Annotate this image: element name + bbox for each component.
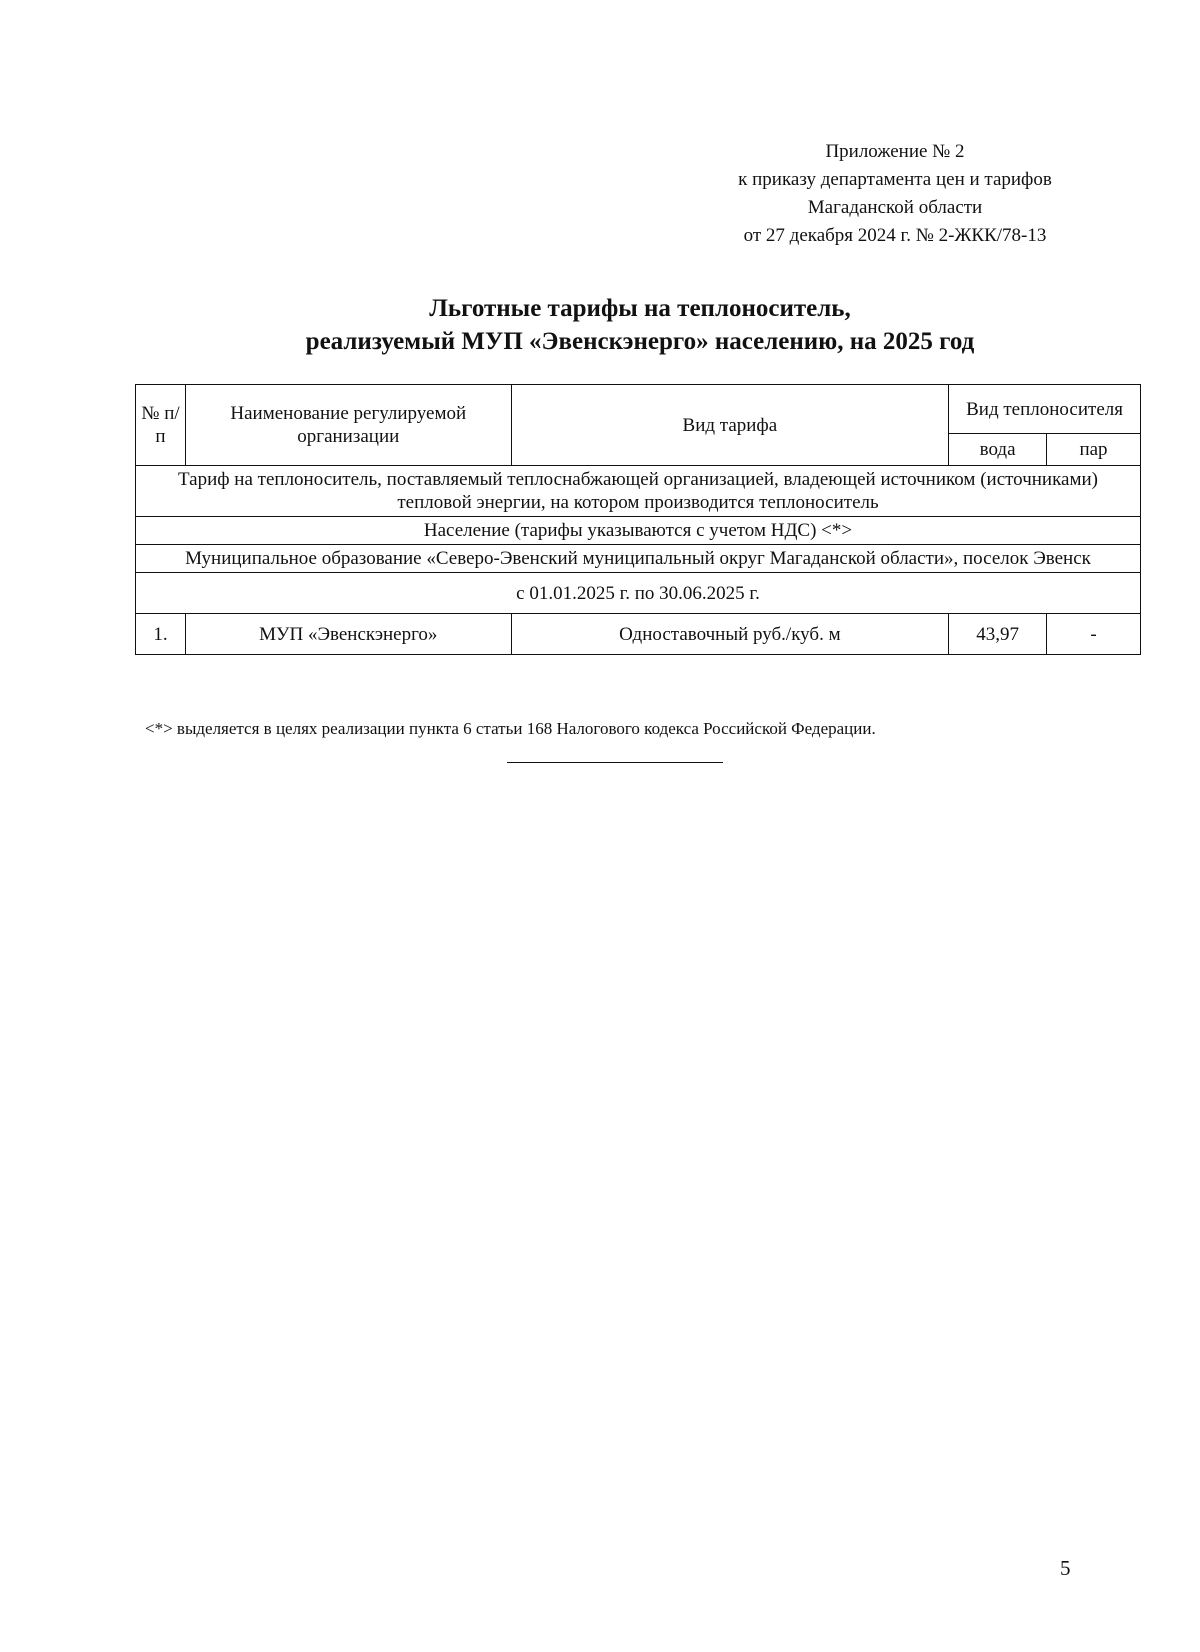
header-water: вода [949,434,1047,466]
header-tariff-type: Вид тарифа [511,385,948,466]
section-supplier-row [136,466,1141,517]
row-org: МУП «Эвенскэнерго» [185,614,511,655]
table-row [136,614,1141,655]
header-org: Наименование регулируемой организации [185,385,511,466]
footnote: <*> выделяется в целях реализации пункта 6 статьи 168 Налогового кодекса Российской Федерации. [145,719,876,738]
row-tariff: Одноставочный руб./куб. м [511,614,948,655]
section-municipality: Муниципальное образование «Северо-Эвенский муниципальный округ Магаданской области», поселок Эвенск [136,545,1141,573]
row-water: 43,97 [949,614,1047,655]
tariff-table [135,384,1141,655]
divider-line [507,762,723,763]
appendix-line-4: от 27 декабря 2024 г. № 2-ЖКК/78-13 [743,225,1047,246]
row-steam: - [1047,614,1141,655]
appendix-line-3: Магаданской области [807,197,983,218]
header-carrier-type: Вид теплоносителя [949,385,1141,434]
section-period: с 01.01.2025 г. по 30.06.2025 г. [136,573,1141,614]
section-population-row [136,517,1141,545]
section-supplier: Тариф на теплоноситель, поставляемый теплоснабжающей организацией, владеющей источником (источниками) тепловой энергии, на котором производится теплоноситель [136,466,1141,517]
document-title [135,292,1145,358]
header-steam: пар [1047,434,1141,466]
header-num: № п/п [136,385,186,466]
row-num: 1. [136,614,186,655]
page-number: 5 [1060,1556,1071,1580]
title-line-2: реализуемый МУП «Эвенскэнерго» населению, на 2025 год [305,328,975,355]
section-population: Население (тарифы указываются с учетом НДС) <*> [136,517,1141,545]
title-line-1: Льготные тарифы на теплоноситель, [429,295,851,322]
appendix-block [690,138,1100,250]
table-header-row [136,385,1141,434]
section-municipality-row [136,545,1141,573]
appendix-line-1: Приложение № 2 [825,141,965,162]
section-period-row [136,573,1141,614]
appendix-line-2: к приказу департамента цен и тарифов [738,169,1052,190]
